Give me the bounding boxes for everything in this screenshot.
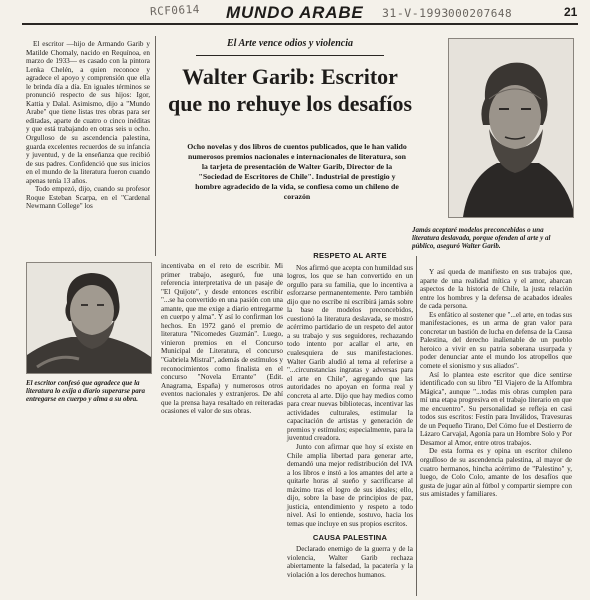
headline-line2: que no rehuye los desafíos [167, 91, 413, 116]
column-rule-left [155, 36, 156, 256]
handwritten-code: 000207648 [448, 7, 513, 20]
column-3 [287, 252, 413, 579]
col1-paragraph-2: Todo empezó, dijo, cuando su profesor Roque Esteban Scarpa, en el "Cardenal Newmann College" los [26, 185, 150, 211]
masthead-rule [22, 23, 578, 25]
author-portrait-left-illustration [27, 263, 151, 373]
kicker-rule [196, 55, 384, 56]
author-portrait-top-illustration [449, 39, 573, 217]
page-number: 21 [564, 5, 578, 19]
subheading-causa-palestina: CAUSA PALESTINA [312, 532, 388, 542]
column-4 [420, 268, 572, 499]
kicker: El Arte vence odios y violencia [227, 38, 353, 49]
lead-paragraph: Ocho novelas y dos libros de cuentos publicados, que le han valido numerosos premios nacionales e internacionales de literatura, son la tarjeta de presentación de Walter Garib, Director de la "Sociedad de Escritores de Chile". Industrial de prestigio y hombre agradecido de la vida, se confiesa como un chileno de corazón [187, 142, 407, 201]
col3-paragraph-3: Declarado enemigo de la guerra y de la violencia, Walter Garib rechaza abiertamente la falsedad, la pacatería y la violación a los derechos humanos. [287, 545, 413, 579]
handwritten-ref: RCF0614 [149, 2, 201, 19]
column-rule-right [416, 256, 417, 596]
col3-paragraph-2: Junto con afirmar que hoy sí existe en Chile amplia libertad para generar arte, demandó una mejor redistribución del IVA a los libros e instó a los amantes del arte a quitarle horas al sueño y sacrificarse al máximo tras el logro de sus ideales; ello, dijo, sobre la base de principios de paz, justicia, entendimiento y respeto a todo nivel. Así lo entiende, sostuvo, hacia los temas que incluye en sus propios escritos. [287, 443, 413, 528]
section-title: MUNDO ARABE [226, 3, 364, 22]
subheading-respeto: RESPETO AL ARTE [313, 251, 387, 260]
photo-top-caption: Jamás aceptaré modelos preconcebidos o una literatura deslavada, porque ofenden al arte y al público, aseguró Walter Garib. [412, 226, 551, 251]
column-2 [161, 262, 283, 416]
col4-paragraph-1: Y así queda de manifiesto en sus trabajos que, aparte de una realidad mítica y el amor, abarcan aspectos de la historia de Chile, la justa relación entre los hombres y la defensa de acabados ideales de cada persona. [420, 268, 572, 311]
column-1-top [26, 40, 150, 211]
handwritten-date: 31-V-1993 [382, 6, 449, 20]
col4-paragraph-2: Es enfático al sostener que "...el arte, en todas sus manifestaciones, es un arma de gran valor para concretar un bastión de lucha en defensa de la Causa Palestina, del derecho inalienable de un pueblo heroico a vivir en su patria soberana usurpada y poder denunciar ante el mundo los atropellos que comete el sionismo y sus aliados". [420, 310, 572, 371]
col3-paragraph-1: Nos afirmó que acepta con humildad sus logros, los que se han convertido en un orgullo para su familia, que lo incentiva a esforzarse permanentemente. Pero también dijo que no escribe ni escribirá jamás sobre la base de modelos preconcebidos, cuestionó la literatura deslavada, se mostró acérrimo partidario de un respeto del autor a su trabajo y sus seguidores, rechazando todo intento por acallar el arte, en cualesquiera de sus manifestaciones. Walter Garib aludió al tema al referirse a "...circunstancias ingratas y adversas para el arte en Chile", agregando que las autoridades no apoyan en forma real y concreta al arte. Dijo que hay medios como para crear nuevas bibliotecas, incentivar las actividades culturales, estimular la capacitación de artistas y generación de premios y estímulos; especialmente, para la juventud creadora. [287, 263, 413, 443]
author-photo-left [26, 262, 152, 374]
author-photo-top [448, 38, 574, 218]
col4-paragraph-4: De esta forma es y opina un escritor chileno orgulloso de su ascendencia palestina, al mayor de cuatro hermanos, hincha acérrimo de "Palestino" y, luego, de Colo Colo, amante de los desafíos que gusta de jugar aún al fútbol y compartir siempre con sus amistades y familiares. [420, 447, 572, 499]
photo-left-caption: El escritor confesó que agradece que la literatura lo exija a diario superarse para entregarse en cuerpo y alma a su obra. [26, 379, 146, 404]
col2-paragraph: incentivaba en el reto de escribir. Mi primer trabajo, aseguró, fue una referencia interpretativa de un pasaje de "El Quijote", y desde entonces escribir "...se ha convertido en una pasión con una amante, que me exige a diario entregarme en cuerpo y alma". Y así lo confirman los hechos. En 1972 ganó el premio de literatura "Nicomedes Guzmán". Luego, vinieron premios en el Concurso Municipal de Literatura, el concurso "Gabriela Mistral", además de estímulos y reconocimientos como finalista en el concurso "Novela Errante" (Edit. Anagrama, España) y numerosos otros eventos nacionales y extranjeros. De ahí que la prensa haya resaltado en reiteradas ocasiones el valor de sus obras. [161, 262, 283, 416]
col4-paragraph-3: Así lo plantea este escritor que dice sentirse identificado con su libro "El Viajero de la Alfombra Mágica", aunque "...todas mis obras cumplen para mí una etapa progresiva en el trabajo literario en que me encuentro". Su personalidad se refleja en casi todos sus escritos: Festín para Inválidos, Travesuras de un Pequeño Tirano, Del Cómo fue el Destierro de Lázaro Carvajal, Agonía para un Hombre Solo y Por Desamor al Amor, entre otros trabajos. [420, 370, 572, 447]
headline-line1: Walter Garib: Escritor [182, 64, 398, 89]
col1-paragraph-1: El escritor —hijo de Armando Garib y Matilde Chomaly, nacido en Requínoa, en marzo de 1933— es casado con la pintora Lenka Chelén, a quien reconoce y agradece el apoyo y comprensión que ella le brinda día a día. En iguales términos se pronunció respecto de sus hijos: Igor, Kattia y Dalal. Asimismo, dijo a "Mundo Arabe" que tiene listas tres obras para ser editadas, aparte de cuatro o cinco inéditas y que está trabajando en otras seis u ocho. Orgulloso de su ascendencia palestina, guarda excelentes recuerdos de su infancia y juventud, y de la enseñanza que recibió de sus padres. Confidenció que sus inicios en el mundo de la literatura fueron cuando apenas tenía 13 años. [26, 40, 150, 185]
